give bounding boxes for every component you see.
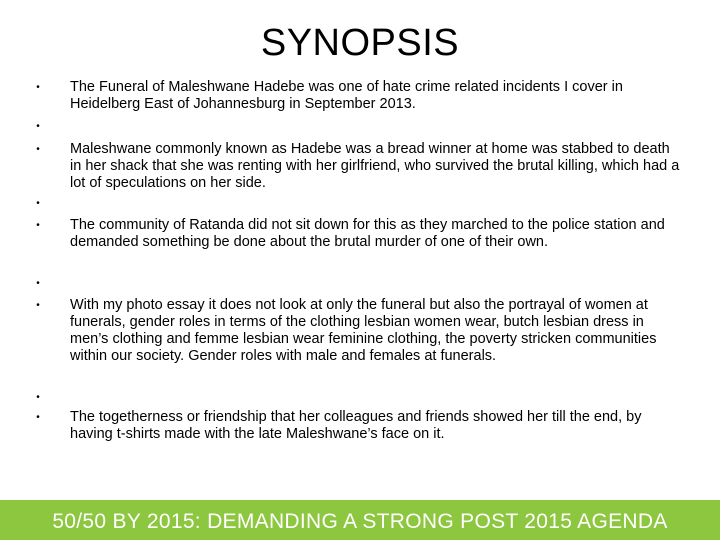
bullet-marker: • [36, 392, 40, 403]
slide-title: SYNOPSIS [260, 22, 460, 64]
bullet-marker: • [36, 220, 40, 231]
bullet-text: The togetherness or friendship that her colleagues and friends showed her till the end, by having t-shirts made with the late Maleshwane’s face on it. [70, 409, 642, 442]
bullet-marker: • [36, 82, 40, 93]
bullet-text: With my photo essay it does not look at only the funeral but also the portrayal of women at funerals, gender roles in terms of the clothing lesbian women wear, butch lesbian dress in men’s clothing and femme lesbian wear feminine clothing, the poverty stricken communities within our society. Gender roles with male and females at funerals. [70, 297, 657, 364]
bullet-text: Maleshwane commonly known as Hadebe was a bread winner at home was stabbed to death in her shack that she was renting with her girlfriend, who survived the brutal killing, which had a lot of speculations on her side. [70, 141, 680, 191]
bullet-marker: • [36, 144, 40, 155]
bullet-marker: • [36, 278, 40, 289]
footer-text: 50/50 BY 2015: DEMANDING A STRONG POST 2015 AGENDA [52, 510, 668, 533]
bullet-marker: • [36, 412, 40, 423]
bullet-marker: • [36, 300, 40, 311]
bullet-marker: • [36, 198, 40, 209]
bullet-text: The Funeral of Maleshwane Hadebe was one of hate crime related incidents I cover in Heidelberg East of Johannesburg in September 2013. [70, 79, 623, 112]
footer-banner [0, 500, 720, 540]
bullet-marker: • [36, 121, 40, 132]
bullet-text: The community of Ratanda did not sit down for this as they marched to the police station and demanded something be done about the brutal murder of one of their own. [70, 217, 665, 250]
